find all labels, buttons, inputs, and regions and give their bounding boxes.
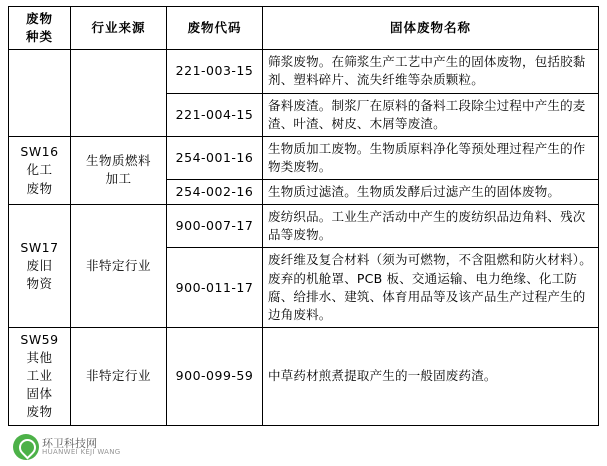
cell-waste-code: 254-002-16: [167, 180, 263, 205]
cell-waste-kind: SW59 其他 工业 固体 废物: [9, 327, 71, 425]
watermark-text: [42, 438, 121, 457]
document-sheet: [8, 6, 599, 426]
cell-waste-code: 900-099-59: [167, 327, 263, 425]
cell-waste-code: 900-007-17: [167, 205, 263, 248]
cell-waste-code: 221-004-15: [167, 93, 263, 136]
cell-waste-code: 221-003-15: [167, 50, 263, 93]
cell-waste-name: 筛浆废物。在筛浆生产工艺中产生的固体废物，包括胶黏剂、塑料碎片、流失纤维等杂质颗粒。: [263, 50, 599, 93]
table-row: [9, 136, 599, 179]
column-header-waste-kind-line2: 种类: [25, 29, 53, 45]
cell-industry-source: 生物质燃料 加工: [71, 136, 167, 204]
cell-waste-name: 生物质加工废物。生物质原料净化等预处理过程产生的作物类废物。: [263, 136, 599, 179]
cell-waste-code: 900-011-17: [167, 248, 263, 328]
cell-industry-source: 非特定行业: [71, 327, 167, 425]
cell-waste-name: 废纤维及复合材料（须为可燃物，不含阻燃和防火材料）。废弃的机舱罩、PCB 板、交通运输、电力绝缘、化工防腐、给排水、建筑、体育用品等及该产品生产过程产生的边角废料。: [263, 248, 599, 328]
cell-waste-name: 备料废渣。制浆厂在原料的备料工段除尘过程中产生的麦渣、叶渣、树皮、木屑等废渣。: [263, 93, 599, 136]
table-body: [9, 50, 599, 425]
column-header-industry-source: 行业来源: [71, 7, 167, 50]
leaf-icon: [13, 434, 39, 460]
watermark-site-name: 环卫科技网: [42, 436, 97, 450]
table-row: [9, 327, 599, 425]
column-header-waste-name: 固体废物名称: [263, 7, 599, 50]
cell-waste-name: 废纺织品。工业生产活动中产生的废纺织品边角料、残次品等废物。: [263, 205, 599, 248]
cell-waste-name: 生物质过滤渣。生物质发酵后过滤产生的固体废物。: [263, 180, 599, 205]
watermark: [13, 432, 121, 462]
cell-industry-source: [71, 50, 167, 137]
table-row: [9, 50, 599, 93]
column-header-waste-code: 废物代码: [167, 7, 263, 50]
watermark-site-pinyin: HUANWEI KEJI WANG: [42, 448, 121, 457]
table-header-row: [9, 7, 599, 50]
column-header-waste-kind: [9, 7, 71, 50]
cell-waste-kind: SW16 化工 废物: [9, 136, 71, 204]
column-header-waste-kind-line1: 废物: [25, 11, 53, 26]
solid-waste-table: [8, 6, 599, 426]
table-row: [9, 205, 599, 248]
cell-waste-kind: SW17 废旧 物资: [9, 205, 71, 328]
cell-industry-source: 非特定行业: [71, 205, 167, 328]
cell-waste-code: 254-001-16: [167, 136, 263, 179]
cell-waste-kind: [9, 50, 71, 137]
table-header: [9, 7, 599, 50]
cell-waste-name: 中草药材煎煮提取产生的一般固废药渣。: [263, 327, 599, 425]
